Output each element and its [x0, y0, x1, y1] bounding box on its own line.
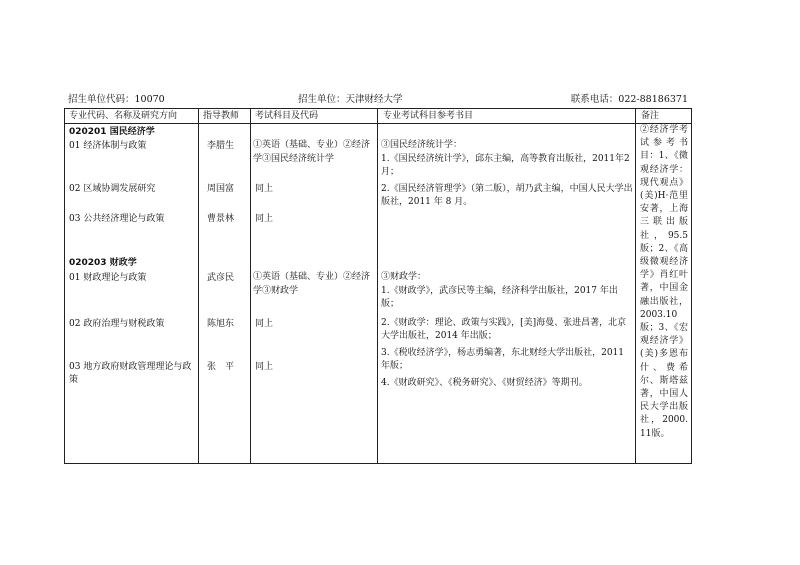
exam-subjects: ①英语（基础、专业）②经济学③国民经济统计学: [253, 140, 371, 164]
reference-line: 4.《财政研究》、《税务研究》、《财贸经济》等期刊。: [381, 378, 588, 388]
col-divider: [198, 109, 199, 463]
contact-phone: 联系电话：022-88186371: [570, 94, 688, 105]
reference-line: 3.《税收经济学》，杨志勇编著，东北财经大学出版社，2011 年版；: [381, 348, 624, 371]
col-divider: [635, 109, 636, 463]
research-direction: 01 财政理论与政策: [69, 273, 147, 283]
research-direction: 02 区域协调发展研究: [69, 184, 156, 194]
reference-line: 2.《国民经济管理学》（第二版），胡乃武主编，中国人民大学出版社，2011 年 8 月。: [381, 184, 633, 207]
col-divider: [377, 109, 378, 463]
exam-subjects: 同上: [255, 319, 274, 329]
reference-line: ③财政学：: [381, 272, 427, 282]
col-header-teacher: 指导教师: [203, 111, 240, 121]
exam-subjects: 同上: [255, 184, 274, 194]
teacher-name: 周国富: [207, 184, 235, 194]
teacher-name: 武彦民: [207, 273, 235, 283]
teacher-name: 曹景林: [207, 214, 235, 224]
header-divider: [65, 123, 691, 124]
unit-name: 招生单位：天津财经大学: [298, 94, 403, 105]
col-header-major: 专业代码、名称及研究方向: [69, 111, 178, 121]
reference-line: ③国民经济统计学：: [381, 140, 463, 150]
reference-line: 1.《国民经济统计学》，邱东主编，高等教育出版社，2011年2月；: [381, 154, 630, 177]
col-header-refs: 专业考试科目参考书目: [383, 111, 474, 121]
unit-code: 招生单位代码：10070: [68, 94, 165, 105]
research-direction: 01 经济体制与政策: [69, 141, 147, 151]
teacher-name: 张 平: [207, 362, 235, 372]
remarks-text: ②经济学考试参考书目：1、《微观经济学：现代观点》(美)H·范里安著，上海三联出版社，95.5版；2、《高级微观经济学》肖红叶著，中国金融出版社，2003.10版；3、《宏观经济学》(美)多恩布什、费希尔、斯塔兹著，中国人民大学出版社，2000.11版。: [640, 125, 688, 439]
reference-line: 2.《财政学：理论、政策与实践》，[美]海曼、张进昌著，北京大学出版社，2014 年出版；: [381, 318, 627, 341]
admission-table: [64, 108, 692, 464]
reference-line: 1.《财政学》，武彦民等主编，经济科学出版社，2017 年出版；: [381, 286, 618, 309]
document-header: [68, 93, 688, 107]
col-header-remarks: 备注: [641, 111, 660, 121]
major-title: 020201 国民经济学: [69, 127, 155, 137]
research-direction: 03 公共经济理论与政策: [69, 214, 165, 224]
col-header-exam: 考试科目及代码: [255, 111, 319, 121]
col-divider: [250, 109, 251, 463]
exam-subjects: 同上: [255, 214, 274, 224]
research-direction: 02 政府治理与财税政策: [69, 319, 165, 329]
exam-subjects: ①英语（基础、专业）②经济学③财政学: [253, 272, 371, 296]
exam-subjects: 同上: [255, 362, 274, 372]
teacher-name: 陈旭东: [207, 319, 235, 329]
major-title: 020203 财政学: [69, 258, 137, 268]
teacher-name: 李腊生: [207, 141, 235, 151]
research-direction: 03 地方政府财政管理理论与政策: [69, 362, 192, 385]
